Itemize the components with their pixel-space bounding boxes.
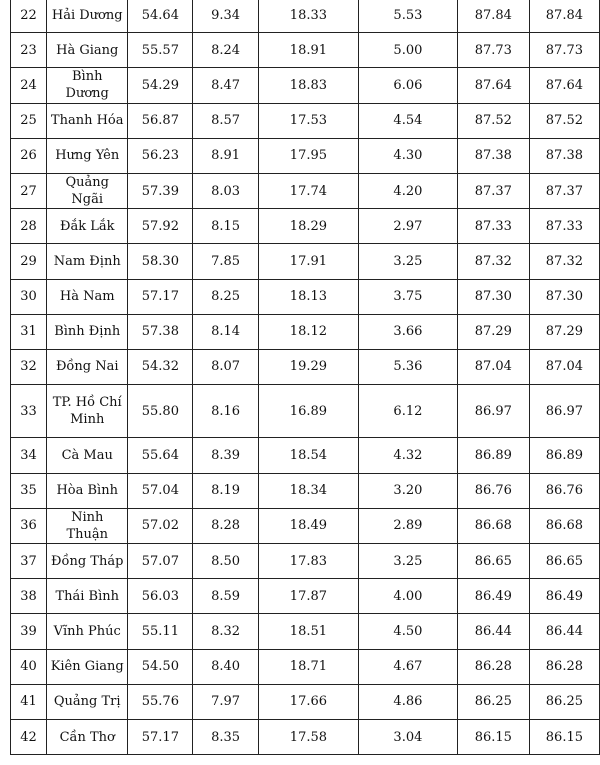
score-cell-4: 4.86 [358, 684, 457, 719]
table-row [11, 68, 600, 103]
score-cell-5: 86.89 [457, 438, 529, 473]
score-cell-3: 16.89 [258, 385, 358, 438]
rank-cell: 27 [11, 173, 47, 208]
score-cell-1: 57.39 [128, 173, 193, 208]
total-cell: 87.04 [529, 349, 599, 384]
score-cell-2: 8.32 [193, 614, 259, 649]
score-cell-1: 54.29 [128, 68, 193, 103]
province-cell: Hải Dương [47, 0, 128, 33]
score-cell-5: 86.49 [457, 579, 529, 614]
score-cell-4: 4.32 [358, 438, 457, 473]
province-cell: Cà Mau [47, 438, 128, 473]
score-cell-3: 17.58 [258, 719, 358, 754]
score-cell-5: 86.68 [457, 508, 529, 543]
score-cell-3: 18.13 [258, 279, 358, 314]
total-cell: 87.29 [529, 314, 599, 349]
score-cell-5: 87.32 [457, 244, 529, 279]
province-cell: Đồng Tháp [47, 544, 128, 579]
score-cell-3: 18.54 [258, 438, 358, 473]
total-cell: 86.49 [529, 579, 599, 614]
score-cell-5: 86.25 [457, 684, 529, 719]
total-cell: 86.44 [529, 614, 599, 649]
score-cell-5: 87.38 [457, 138, 529, 173]
rank-cell: 37 [11, 544, 47, 579]
score-cell-4: 6.12 [358, 385, 457, 438]
score-cell-1: 57.38 [128, 314, 193, 349]
score-cell-3: 19.29 [258, 349, 358, 384]
score-cell-2: 8.25 [193, 279, 259, 314]
province-cell: Quảng Ngãi [47, 173, 128, 208]
province-cell: Thái Bình [47, 579, 128, 614]
score-cell-1: 57.04 [128, 473, 193, 508]
total-cell: 86.68 [529, 508, 599, 543]
total-cell: 86.89 [529, 438, 599, 473]
table-row [11, 103, 600, 138]
score-cell-2: 8.50 [193, 544, 259, 579]
score-cell-3: 18.12 [258, 314, 358, 349]
ranking-table [10, 0, 600, 755]
score-cell-5: 86.28 [457, 649, 529, 684]
table-row [11, 0, 600, 33]
province-cell: Bình Dương [47, 68, 128, 103]
score-cell-5: 87.37 [457, 173, 529, 208]
total-cell: 87.37 [529, 173, 599, 208]
table-row [11, 438, 600, 473]
table-row [11, 349, 600, 384]
table-row [11, 719, 600, 754]
table-row [11, 508, 600, 543]
province-cell: Quảng Trị [47, 684, 128, 719]
score-cell-5: 86.97 [457, 385, 529, 438]
score-cell-3: 17.87 [258, 579, 358, 614]
score-cell-1: 57.92 [128, 209, 193, 244]
score-cell-2: 8.40 [193, 649, 259, 684]
rank-cell: 33 [11, 385, 47, 438]
score-cell-1: 57.17 [128, 719, 193, 754]
score-cell-2: 8.15 [193, 209, 259, 244]
rank-cell: 30 [11, 279, 47, 314]
total-cell: 87.38 [529, 138, 599, 173]
rank-cell: 34 [11, 438, 47, 473]
rank-cell: 42 [11, 719, 47, 754]
score-cell-2: 8.39 [193, 438, 259, 473]
rank-cell: 31 [11, 314, 47, 349]
score-cell-2: 8.91 [193, 138, 259, 173]
total-cell: 86.76 [529, 473, 599, 508]
score-cell-1: 56.03 [128, 579, 193, 614]
table-row [11, 649, 600, 684]
score-cell-1: 55.76 [128, 684, 193, 719]
score-cell-5: 87.64 [457, 68, 529, 103]
score-cell-3: 18.29 [258, 209, 358, 244]
score-cell-3: 17.53 [258, 103, 358, 138]
score-cell-1: 54.64 [128, 0, 193, 33]
rank-cell: 38 [11, 579, 47, 614]
rank-cell: 26 [11, 138, 47, 173]
score-cell-2: 8.16 [193, 385, 259, 438]
score-cell-2: 8.14 [193, 314, 259, 349]
score-cell-4: 4.54 [358, 103, 457, 138]
rank-cell: 41 [11, 684, 47, 719]
score-cell-3: 18.33 [258, 0, 358, 33]
score-cell-5: 87.73 [457, 33, 529, 68]
score-cell-2: 8.35 [193, 719, 259, 754]
score-cell-5: 87.52 [457, 103, 529, 138]
province-cell: TP. Hồ Chí Minh [47, 385, 128, 438]
rank-cell: 29 [11, 244, 47, 279]
score-cell-2: 8.19 [193, 473, 259, 508]
score-cell-2: 8.57 [193, 103, 259, 138]
score-cell-1: 56.23 [128, 138, 193, 173]
score-cell-1: 55.80 [128, 385, 193, 438]
table-row [11, 314, 600, 349]
score-cell-1: 57.02 [128, 508, 193, 543]
total-cell: 86.25 [529, 684, 599, 719]
rank-cell: 25 [11, 103, 47, 138]
score-cell-1: 57.17 [128, 279, 193, 314]
table-row [11, 579, 600, 614]
total-cell: 86.15 [529, 719, 599, 754]
score-cell-3: 17.91 [258, 244, 358, 279]
score-cell-1: 57.07 [128, 544, 193, 579]
score-cell-4: 3.75 [358, 279, 457, 314]
score-cell-4: 5.53 [358, 0, 457, 33]
total-cell: 87.64 [529, 68, 599, 103]
table-row [11, 279, 600, 314]
rank-cell: 22 [11, 0, 47, 33]
province-cell: Cần Thơ [47, 719, 128, 754]
score-cell-1: 56.87 [128, 103, 193, 138]
score-cell-4: 3.25 [358, 244, 457, 279]
score-cell-4: 3.25 [358, 544, 457, 579]
total-cell: 87.73 [529, 33, 599, 68]
table-row [11, 614, 600, 649]
province-cell: Hòa Bình [47, 473, 128, 508]
total-cell: 87.32 [529, 244, 599, 279]
rank-cell: 24 [11, 68, 47, 103]
province-cell: Hà Giang [47, 33, 128, 68]
province-cell: Nam Định [47, 244, 128, 279]
table-row [11, 209, 600, 244]
score-cell-1: 54.32 [128, 349, 193, 384]
total-cell: 86.65 [529, 544, 599, 579]
score-cell-5: 87.30 [457, 279, 529, 314]
rank-cell: 40 [11, 649, 47, 684]
score-cell-4: 4.00 [358, 579, 457, 614]
score-cell-4: 4.67 [358, 649, 457, 684]
province-cell: Hưng Yên [47, 138, 128, 173]
score-cell-3: 17.83 [258, 544, 358, 579]
score-cell-2: 9.34 [193, 0, 259, 33]
rank-cell: 36 [11, 508, 47, 543]
score-cell-2: 8.07 [193, 349, 259, 384]
score-cell-1: 54.50 [128, 649, 193, 684]
score-cell-2: 8.03 [193, 173, 259, 208]
table-row [11, 684, 600, 719]
score-cell-3: 18.34 [258, 473, 358, 508]
ranking-table-body [11, 0, 600, 755]
rank-cell: 23 [11, 33, 47, 68]
province-cell: Thanh Hóa [47, 103, 128, 138]
province-cell: Đồng Nai [47, 349, 128, 384]
total-cell: 86.97 [529, 385, 599, 438]
table-row [11, 544, 600, 579]
score-cell-3: 17.95 [258, 138, 358, 173]
score-cell-4: 4.50 [358, 614, 457, 649]
score-cell-2: 8.59 [193, 579, 259, 614]
score-cell-4: 3.66 [358, 314, 457, 349]
score-cell-5: 87.29 [457, 314, 529, 349]
score-cell-1: 58.30 [128, 244, 193, 279]
score-cell-4: 5.00 [358, 33, 457, 68]
score-cell-2: 8.47 [193, 68, 259, 103]
province-cell: Vĩnh Phúc [47, 614, 128, 649]
province-cell: Hà Nam [47, 279, 128, 314]
rank-cell: 32 [11, 349, 47, 384]
score-cell-5: 86.15 [457, 719, 529, 754]
score-cell-4: 4.30 [358, 138, 457, 173]
score-cell-5: 86.44 [457, 614, 529, 649]
score-cell-2: 7.85 [193, 244, 259, 279]
score-cell-2: 8.24 [193, 33, 259, 68]
score-cell-3: 18.83 [258, 68, 358, 103]
score-cell-1: 55.57 [128, 33, 193, 68]
score-cell-5: 86.65 [457, 544, 529, 579]
score-cell-4: 4.20 [358, 173, 457, 208]
score-cell-4: 6.06 [358, 68, 457, 103]
score-cell-5: 87.04 [457, 349, 529, 384]
score-cell-2: 7.97 [193, 684, 259, 719]
score-cell-1: 55.64 [128, 438, 193, 473]
score-cell-3: 18.91 [258, 33, 358, 68]
score-cell-4: 3.04 [358, 719, 457, 754]
table-row [11, 33, 600, 68]
score-cell-3: 17.74 [258, 173, 358, 208]
province-cell: Đắk Lắk [47, 209, 128, 244]
province-cell: Kiên Giang [47, 649, 128, 684]
province-cell: Ninh Thuận [47, 508, 128, 543]
table-row [11, 385, 600, 438]
score-cell-1: 55.11 [128, 614, 193, 649]
score-cell-5: 87.33 [457, 209, 529, 244]
score-cell-3: 18.71 [258, 649, 358, 684]
table-row [11, 473, 600, 508]
total-cell: 87.33 [529, 209, 599, 244]
score-cell-2: 8.28 [193, 508, 259, 543]
rank-cell: 28 [11, 209, 47, 244]
rank-cell: 35 [11, 473, 47, 508]
province-cell: Bình Định [47, 314, 128, 349]
score-cell-3: 18.49 [258, 508, 358, 543]
total-cell: 87.52 [529, 103, 599, 138]
total-cell: 87.84 [529, 0, 599, 33]
score-cell-5: 87.84 [457, 0, 529, 33]
table-row [11, 173, 600, 208]
total-cell: 87.30 [529, 279, 599, 314]
score-cell-3: 18.51 [258, 614, 358, 649]
table-row [11, 138, 600, 173]
score-cell-4: 2.89 [358, 508, 457, 543]
score-cell-3: 17.66 [258, 684, 358, 719]
score-cell-4: 2.97 [358, 209, 457, 244]
score-cell-4: 3.20 [358, 473, 457, 508]
rank-cell: 39 [11, 614, 47, 649]
total-cell: 86.28 [529, 649, 599, 684]
score-cell-4: 5.36 [358, 349, 457, 384]
table-row [11, 244, 600, 279]
score-cell-5: 86.76 [457, 473, 529, 508]
